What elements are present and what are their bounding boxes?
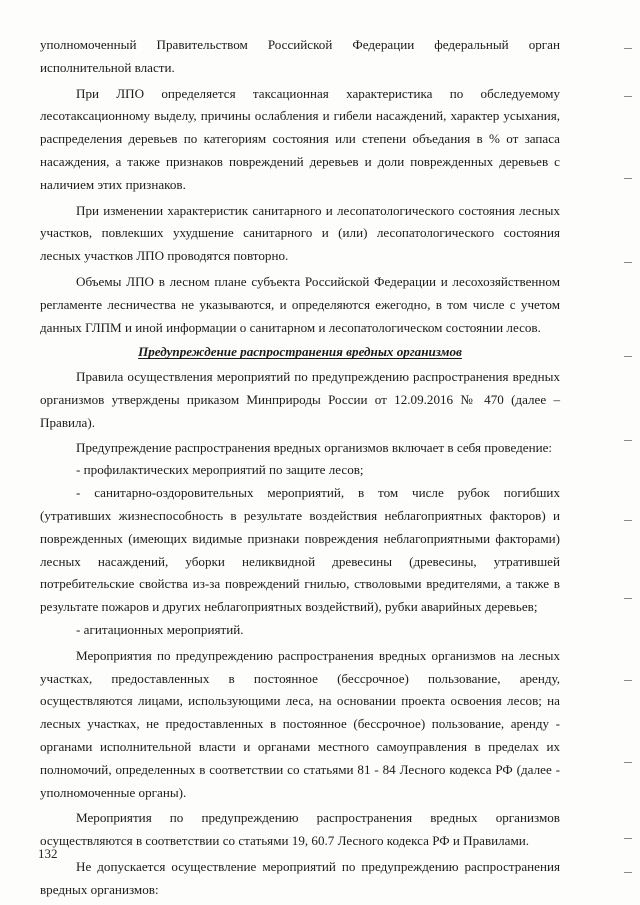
list-item-preventive: - профилактических мероприятий по защите лесов; xyxy=(76,462,364,478)
paragraph-responsible-parties: Мероприятия по предупреждению распространения вредных организмов на лесных участках, предоставленных в постоянное (бессрочное) пользование, аренду, осуществляются лицами, использующими леса, на основании проекта освоения лесов; на лесных участках, не предоставленных в постоянное (бессрочное) пользование, аренду - органами исполнительной власти и органами местного самоуправления в пределах их полномочий, определенных в соответствии со статьями 81 - 84 Лесного кодекса РФ (далее - уполномоченные органы). xyxy=(40,647,560,800)
paragraph-not-allowed: Не допускается осуществление мероприятий по предупреждению распространения вредных организмов: xyxy=(40,858,560,897)
paragraph-rules: Правила осуществления мероприятий по предупреждению распространения вредных организмов утверждены приказом Минприроды России от 12.09.2016 № 470 (далее – Правила). xyxy=(40,369,560,430)
list-item-agitation: - агитационных мероприятий. xyxy=(76,621,244,637)
section-heading: Предупреждение распространения вредных организмов xyxy=(138,344,462,360)
paragraph-lpo-characteristics: При ЛПО определяется таксационная характеристика по обследуемому лесотаксационному выделу, причины ослабления и гибели насаждений, характер усыхания, распределения деревьев по категориям состояния или степени объедания в % от запаса насаждения, а также признаков повреждений деревьев и доли поврежденных деревьев с наличием этих признаков. xyxy=(40,85,560,192)
list-item-sanitary: - санитарно-оздоровительных мероприятий, в том числе рубок погибших (утративших жизнеспособность в результате воздействия неблагоприятных факторов) и поврежденных (имеющих видимые признаки повреждения неблагоприятными факторами) лесных насаждений, уборки неликвидной древесины (древесины, утратившей потребительские свойства из-за повреждений гнилью, стволовыми вредителями, а также в результате пожаров и других неблагоприятных воздействий), рубки аварийных деревьев; xyxy=(40,485,560,615)
body-text xyxy=(40,34,560,901)
paragraph-includes: Предупреждение распространения вредных организмов включает в себя проведение: xyxy=(76,439,553,455)
paragraph-continued: уполномоченный Правительством Российской Федерации федеральный орган исполнительной власти. xyxy=(40,37,560,75)
page-number: 132 xyxy=(38,846,58,861)
scan-edge-artifacts xyxy=(610,0,640,905)
paragraph-lpo-repeat: При изменении характеристик санитарного и лесопатологического состояния лесных участков, повлекших ухудшение санитарного и (или) лесопатологического состояния лесных участков ЛПО проводятся повторно. xyxy=(40,202,560,264)
paragraph-lpo-volumes: Объемы ЛПО в лесном плане субъекта Российской Федерации и лесохозяйственном регламенте лесничества не указываются, и определяются ежегодно, в том числе с учетом данных ГЛПМ и иной информации о санитарном и лесопатологическом состоянии лесов. xyxy=(40,273,560,335)
paragraph-legal-basis: Мероприятия по предупреждению распространения вредных организмов осуществляются в соответствии со статьями 19, 60.7 Лесного кодекса РФ и Правилами. xyxy=(40,810,560,849)
